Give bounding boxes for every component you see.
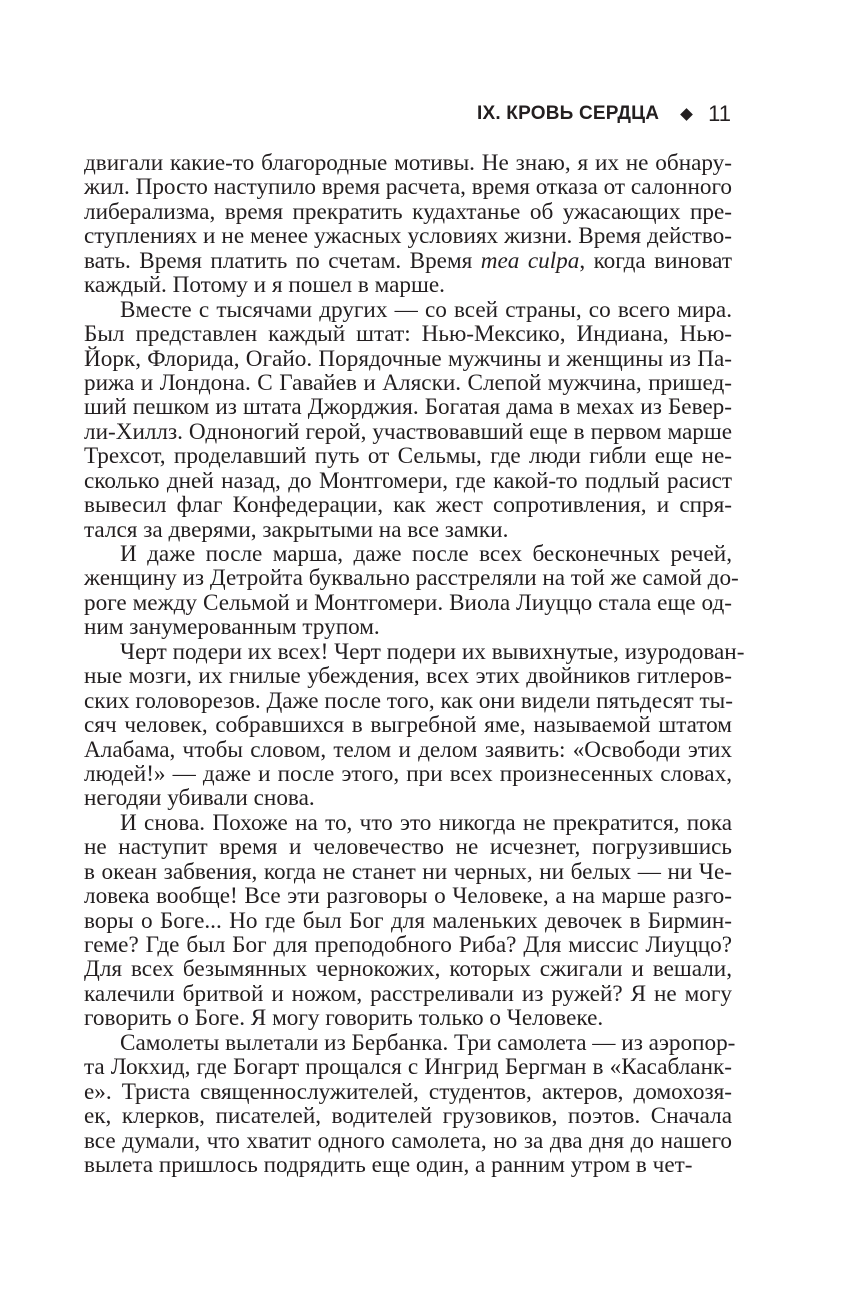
text-line: каждый. Потому и я пошел в марше.: [84, 272, 445, 299]
text-line: воры о Боге... Но где был Бог для маленьких девочек в Бирмин-: [84, 907, 732, 934]
text-line: ные мозги, их гнилые убеждения, всех этих двойников гитлеров-: [84, 663, 732, 690]
text-line: в океан забвения, когда не станет ни черных, ни белых — ни Че-: [84, 858, 732, 885]
text-line: И снова. Похоже на то, что это никогда не прекратится, пока: [120, 809, 732, 836]
text-line: вылета пришлось подрядить еще один, а ранним утром в чет-: [84, 1151, 693, 1178]
text-line: Трехсот, проделавший путь от Сельмы, где люди гибли еще не-: [84, 443, 732, 470]
text-line: И даже после марша, даже после всех бесконечных речей,: [120, 541, 732, 567]
paragraph: [84, 638, 745, 812]
text-line: ских головорезов. Даже после того, как они видели пятьдесят ты-: [84, 687, 733, 714]
text-line: вывесил флаг Конфедерации, как жест сопротивления, и спря-: [84, 492, 732, 519]
text-line: двигали какие-то благородные мотивы. Не знаю, я их не обнару-: [84, 150, 732, 176]
page-number: 11: [708, 101, 731, 126]
text-line: ек, клерков, писателей, водителей грузовиков, поэтов. Сначала: [84, 1103, 732, 1130]
text-line: Вместе с тысячами других — со всей страны, со всего мира.: [120, 296, 732, 323]
paragraph: [84, 151, 732, 298]
text-line: говорить о Боге. Я могу говорить только о Человеке.: [84, 1005, 604, 1032]
text-line: ступлениях и не менее ужасных условиях жизни. Время действо-: [84, 223, 732, 250]
text-line: Йорк, Флорида, Огайо. Порядочные мужчины и женщины из Па-: [84, 345, 732, 372]
text-line: сколько дней назад, до Монтгомери, где какой-то подлый расист: [84, 467, 732, 494]
text-line: людей!» — даже и после этого, при всех произнесенных словах,: [84, 760, 732, 787]
text-line: Черт подери их всех! Черт подери их вывихнутые, изуродован-: [120, 638, 745, 665]
text-line: Алабама, чтобы словом, телом и делом заявить: «Освободи этих: [84, 736, 732, 763]
text-line: все думали, что хватит одного самолета, но за два дня до нашего: [84, 1127, 732, 1154]
text-line: Самолеты вылетали из Бербанка. Три самолета — из аэропор-: [120, 1029, 736, 1056]
running-header: [477, 98, 731, 130]
text-line: сяч человек, собравшихся в выгребной яме, называемой штатом: [84, 712, 732, 739]
text-line: негодяи убивали снова.: [84, 785, 315, 812]
text-line: не наступит время и человечество не исчезнет, погрузившись: [84, 834, 732, 861]
text-line: рижа и Лондона. С Гавайев и Аляски. Слепой мужчина, пришед-: [84, 369, 732, 396]
text-line: ним занумерованным трупом.: [84, 614, 380, 641]
paragraph: [84, 811, 732, 1031]
text-line: Для всех безымянных чернокожих, которых сжигали и вешали,: [84, 956, 732, 983]
text-line: вать. Время платить по счетам. Время mea culpa, когда виноват: [84, 247, 732, 274]
chapter-title: IX. КРОВЬ СЕРДЦА: [476, 103, 660, 124]
text-line: та Локхид, где Богарт прощался с Ингрид Бергман в «Касабланк-: [84, 1054, 732, 1081]
text-line: роге между Сельмой и Монтгомери. Виола Лиуццо стала еще од-: [84, 589, 732, 616]
text-line: ли-Хиллз. Одноногий герой, участвовавший еще в первом марше: [84, 418, 732, 445]
diamond-icon: [680, 108, 693, 121]
paragraph: [84, 1029, 736, 1178]
text-line: жил. Просто наступило время расчета, время отказа от салонного: [84, 174, 732, 201]
text-line: Был представлен каждый штат: Нью-Мексико, Индиана, Нью-: [84, 321, 732, 348]
paragraph: [84, 298, 732, 542]
text-line: ший пешком из штата Джорджия. Богатая дама в мехах из Бевер-: [84, 394, 732, 421]
text-line: женщину из Детройта буквально расстреляли на той же самой до-: [84, 565, 739, 592]
paragraph: [84, 541, 739, 641]
text-line: калечили бритвой и ножом, расстреливали из ружей? Я не могу: [84, 980, 732, 1007]
body-text: [84, 150, 745, 1178]
text-line: тался за дверями, закрытыми на все замки.: [84, 516, 509, 543]
text-line: ловека вообще! Все эти разговоры о Человеке, а на марше разго-: [84, 883, 732, 910]
text-line: геме? Где был Бог для преподобного Риба? Для миссис Лиуццо?: [84, 932, 732, 958]
text-line: е». Триста священнослужителей, студентов, актеров, домохозя-: [84, 1078, 732, 1105]
text-line: либерализма, время прекратить кудахтанье об ужасающих пре-: [84, 198, 732, 225]
